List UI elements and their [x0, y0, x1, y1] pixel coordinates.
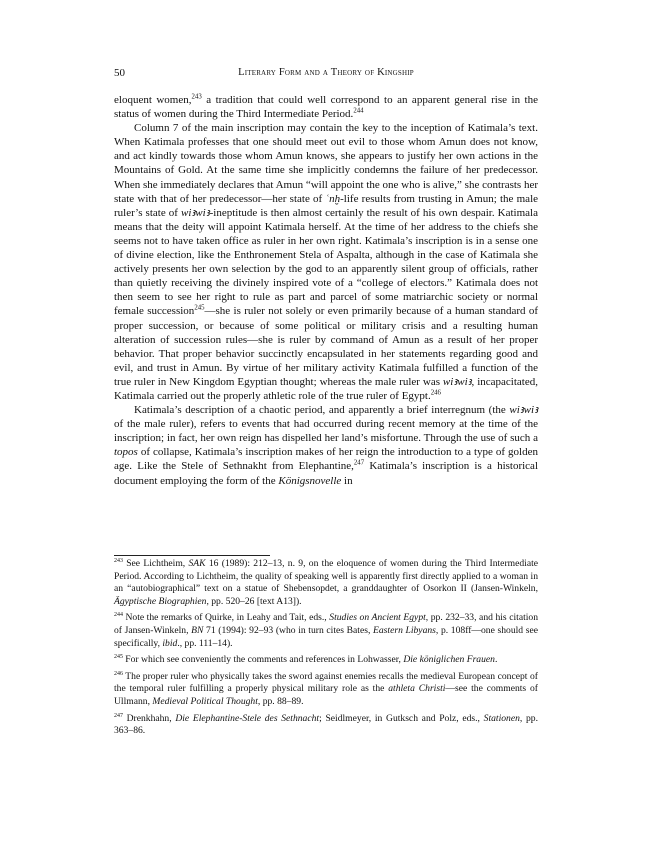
transliteration-ankh: ʿnḫ: [325, 192, 341, 205]
footnote-247: $^{247}$ Drenkhahn, Die Elephantine-Stele des Sethnacht; Seidlmeyer, in Gutksch and Polz, eds., Stationen, pp. 363–86.: [114, 712, 538, 737]
footnote-244: $^{244}$ Note the remarks of Quirke, in Leahy and Tait, eds., Studies on Ancient Egypt, pp. 232–33, and his citation of Jansen-Winkeln, BN 71 (1994): 92–93 (who in turn cites Bates, Eastern Libyans, p. 108ff—one should see specifically, ibid., pp. 111–14).: [114, 612, 539, 649]
footnote-number: 245: [114, 653, 123, 660]
footnote-number: 246: [114, 670, 123, 677]
footnote-ref-247[interactable]: 247: [353, 459, 365, 467]
transliteration-wiawia: wiꜣwiꜣ: [181, 206, 210, 219]
transliteration-wiawia: wiꜣwiꜣ: [509, 404, 538, 417]
footnote-ref-244[interactable]: 244: [353, 107, 364, 115]
running-title: Literary Form and a Theory of Kingship: [238, 67, 414, 78]
italic-konigsnovelle: Königsnovelle: [278, 474, 342, 487]
body-text: [114, 93, 538, 488]
footnote-number: 244: [114, 612, 123, 619]
footnotes: [114, 558, 538, 742]
footnote-ref-245[interactable]: 245: [194, 304, 205, 312]
page-header: [114, 66, 538, 82]
paragraph-3: Katimala’s description of a chaotic period, and apparently a brief interregnum (the wiꜣwiꜣ of the male ruler), refers to events that had occurred during recent memory at the time of the inscription; in fact, her own reign has dispelled her land’s misfortune. Through the use of such a topos of collapse, Katimala’s inscription makes of her reign the introduction to a type of golden age. Like the Stele of Sethnakht from Elephantine,$^{247}$ Katimala’s inscription is a historical document employing the form of the Königsnovelle in: [114, 404, 538, 487]
italic-topos: topos: [114, 446, 138, 459]
footnote-ref-246[interactable]: 246: [430, 389, 441, 397]
paragraph-2: Column 7 of the main inscription may contain the key to the inception of Katimala’s text. When Katimala professes that one should meet out evil to those whom Amun does not know, and act kindly towards those whom Amun knows, she appears to justify her own actions in the Mountains of Gold. At the same time she implicitly condemns the failure of her predecessor. When she immediately declares that Amun “will appoint the one who is alive,” she contrasts her state with that of her predecessor—her state of ʿnḫ-life results from trusting in Amun; the male ruler’s state of wiꜣwiꜣ-ineptitude is then almost certainly the result of his own despair. Katimala means that the deity will appoint Katimala herself. At the time of her address to the chiefs she seems not to have taken office as ruler in her own right. Katimala’s inscription is in a sense one of divine election, like the Enthronement Stela of Aspalta, although in the case of Katimala she actively presents her own selection by the god to an apparently silent group of officials, rather than quietly receiving the divinely inspired vote of a “college of electors.” Katimala does not then seem to see her right to rule as part and parcel of some matriarchic society or normal female succession$^{245}$—she is ruler not solely or even primarily because of a human standard of proper succession, or because of some political or military crisis and a resulting human alteration of succession rules—she is ruler by command of Amun as a result of her proper behavior. That proper behavior succinctly encapsulated in her statements regarding good and evil, and trust in Amun. By virtue of her military activity Katimala fulfilled a function of the true ruler in New Kingdom Egyptian thought; whereas the male ruler was wiꜣwiꜣ, incapacitated, Katimala carried out the properly athletic role of the true ruler of Egypt.$^{246}$: [114, 122, 539, 402]
footnote-divider: [114, 555, 270, 556]
footnote-ref-243[interactable]: 243: [191, 93, 202, 101]
footnote-number: 243: [114, 557, 123, 564]
footnote-243: $^{243}$ See Lichtheim, SAK 16 (1989): 212–13, n. 9, on the eloquence of women during the Third Intermediate Period. According to Lichtheim, the quality of speaking well is apparently first directly applied to a woman in an “autobiographical” text on a statue of Shebensopdet, a granddaughter of Osorkon II (Jansen-Winkeln, Ägyptische Biographien, pp. 520–26 [text A13]).: [114, 557, 539, 607]
footnote-number: 247: [114, 712, 123, 719]
paragraph-1: eloquent women,$^{243}$ a tradition that could well correspond to an apparent general rise in the status of women during the Third Intermediate Period.$^{244}$: [114, 93, 538, 121]
footnote-245: $^{245}$ For which see conveniently the comments and references in Lohwasser, Die königlichen Frauen.: [114, 653, 498, 666]
footnote-246: $^{246}$ The proper ruler who physically takes the sword against enemies recalls the medieval European concept of the temporal ruler fulfilling a properly physical military role as the athleta Christi—see the comments of Ullmann, Medieval Political Thought, pp. 88–89.: [114, 670, 538, 707]
transliteration-wiawia: wiꜣwiꜣ: [442, 375, 472, 388]
page-number: 50: [114, 67, 125, 79]
